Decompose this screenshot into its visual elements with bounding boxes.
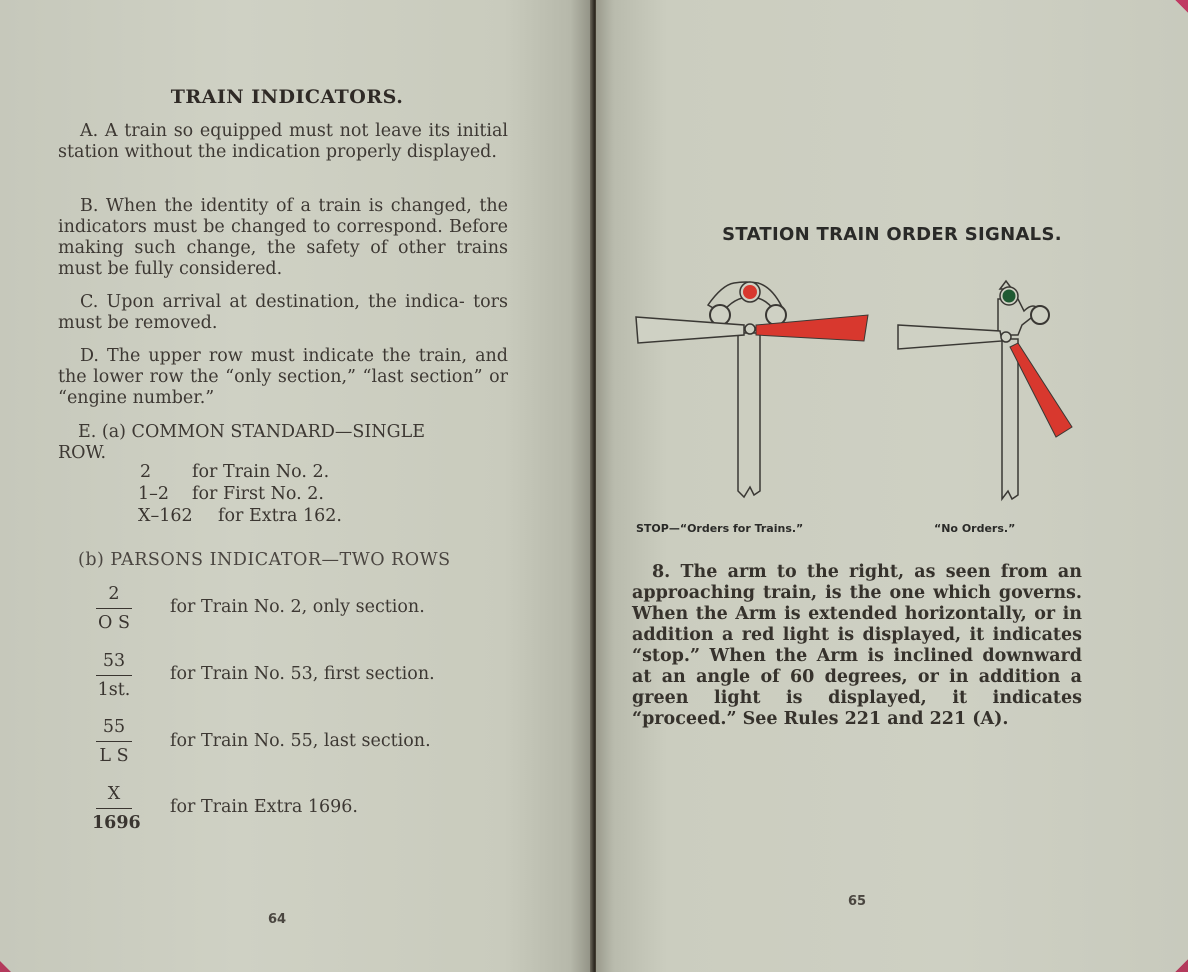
page-corner xyxy=(1170,0,1188,18)
section-e-line1: E. (a) COMMON STANDARD—SINGLE xyxy=(78,422,425,442)
fraction-bar xyxy=(96,675,132,676)
fraction-desc: for Train Extra 1696. xyxy=(170,797,358,817)
fraction-desc: for Train No. 2, only section. xyxy=(170,597,425,617)
paragraph-d-rest: and the lower row the “only section,” “last section” or “engine number.” xyxy=(58,346,508,408)
page-corner xyxy=(1170,954,1188,972)
indicator-fraction xyxy=(92,716,136,767)
rule-8 xyxy=(632,562,1082,730)
paragraph-b-rest: the indicators must be changed to correspond. Before making such change, the safety of other trains must be fully considered. xyxy=(58,196,508,279)
paragraph-c-rest: tors must be removed. xyxy=(58,292,508,333)
page-corner xyxy=(0,954,18,972)
fraction-desc: for Train No. 53, first section. xyxy=(170,664,435,684)
paragraph-d xyxy=(58,346,508,409)
no-orders-caption: “No Orders.” xyxy=(934,522,1016,535)
signal-illustration xyxy=(626,255,1086,515)
stop-signal-icon xyxy=(636,282,868,497)
fraction-upper: 2 xyxy=(108,584,120,604)
paragraph-b-first: B. When the identity of a train is changed, xyxy=(80,196,472,216)
right-page xyxy=(596,0,1188,972)
paragraph-c xyxy=(58,292,508,334)
fraction-upper: 53 xyxy=(102,651,126,671)
single-row-code: X–162 xyxy=(138,506,193,526)
single-row-desc: for First No. 2. xyxy=(192,484,324,504)
paragraph-d-first: D. The upper row must indicate the train, xyxy=(80,346,468,366)
fraction-lower: 1st. xyxy=(97,680,131,700)
fraction-desc: for Train No. 55, last section. xyxy=(170,731,431,751)
left-page-title: TRAIN INDICATORS. xyxy=(170,86,404,108)
paragraph-c-first: C. Upon arrival at destination, the indica- xyxy=(80,292,465,312)
fraction-upper: X xyxy=(107,784,121,804)
fraction-upper: 55 xyxy=(102,717,126,737)
single-row-code: 1–2 xyxy=(138,484,170,504)
page-number: 64 xyxy=(268,912,287,927)
page-number: 65 xyxy=(848,894,867,909)
right-page-title: STATION TRAIN ORDER SIGNALS. xyxy=(722,224,1062,245)
single-row-desc: for Train No. 2. xyxy=(192,462,330,482)
section-b-heading: (b) PARSONS INDICATOR—TWO ROWS xyxy=(78,550,451,570)
paragraph-a xyxy=(58,121,508,163)
paragraph-a-first: A. A train so equipped must not leave its xyxy=(80,121,451,141)
indicator-fraction xyxy=(92,783,141,834)
single-row-desc: for Extra 162. xyxy=(218,506,342,526)
section-e-heading xyxy=(58,422,508,464)
fraction-lower: L S xyxy=(99,746,129,766)
single-row-code: 2 xyxy=(140,462,152,482)
fraction-bar xyxy=(96,741,132,742)
stop-caption: STOP—“Orders for Trains.” xyxy=(636,522,804,535)
paragraph-b xyxy=(58,196,508,280)
no-orders-signal-icon xyxy=(898,281,1072,499)
fraction-lower: O S xyxy=(98,613,130,633)
section-e-line2: ROW. xyxy=(58,443,107,463)
indicator-fraction xyxy=(92,583,136,634)
fraction-lower: 1696 xyxy=(92,813,141,833)
fraction-bar xyxy=(96,608,132,609)
fraction-bar xyxy=(96,808,132,809)
rule-8-rest: approaching train, is the one which governs. When the Arm is extended horizontally, or in addition a red light is displayed, it indicates “stop.” When the Arm is inclined downward at an angle of 60 degrees, or in addition a green light is displayed, it indicates “proceed.” See Rules 221 and 221 (A). xyxy=(632,583,1082,729)
paragraph-a-rest: initial station without the indication properly displayed. xyxy=(58,121,508,162)
rule-8-first: 8. The arm to the right, as seen from an xyxy=(652,562,1082,582)
indicator-fraction xyxy=(92,650,136,701)
